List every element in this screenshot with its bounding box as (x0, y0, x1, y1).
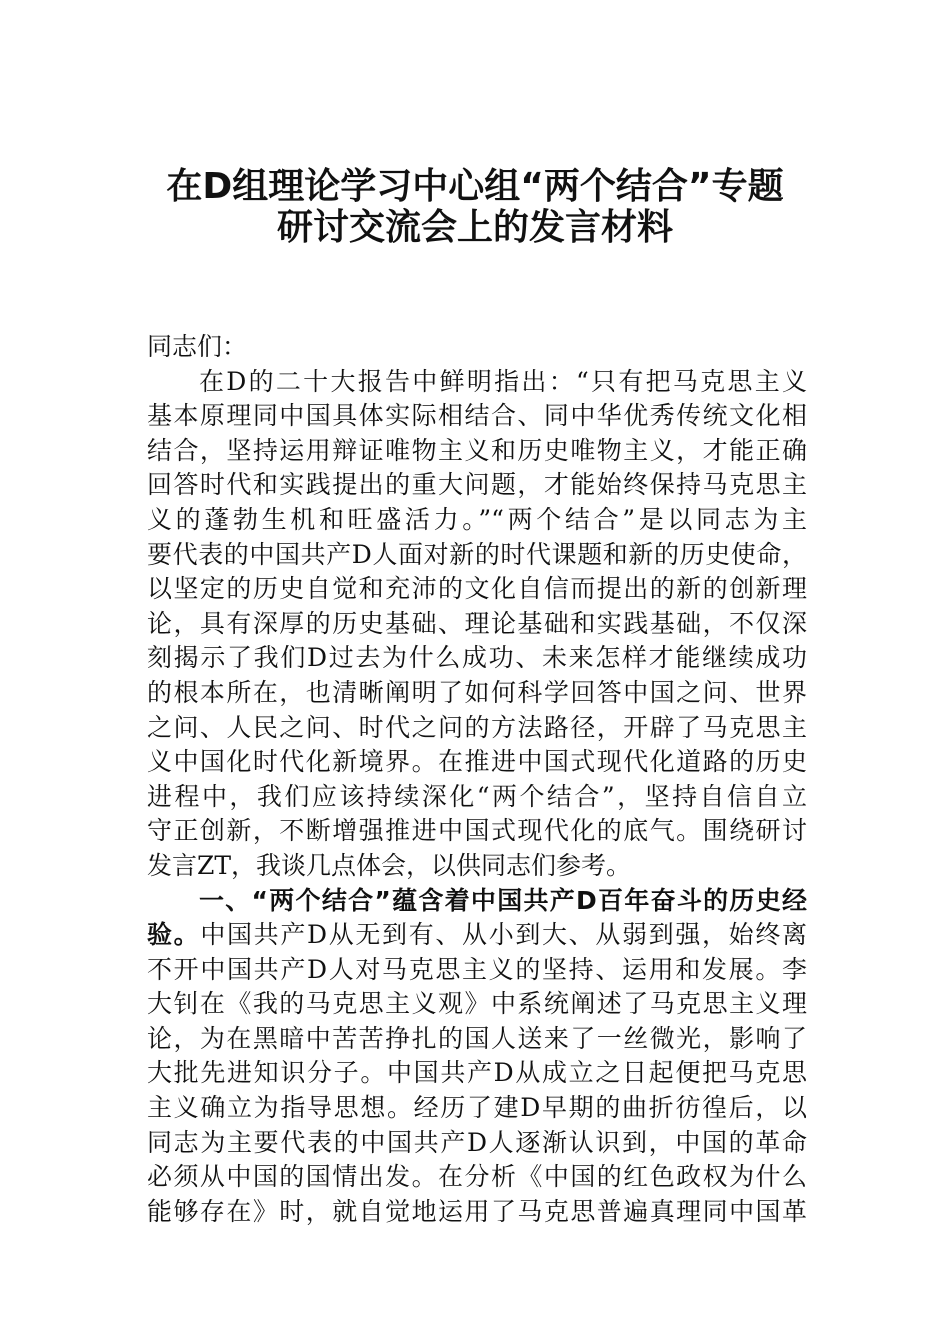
document-body (147, 330, 807, 1229)
paragraph-line: 发言ZT，我谈几点体会，以供同志们参考。 (147, 850, 632, 880)
paragraph-line: 要代表的中国共产D人面对新的时代课题和新的历史使命， (147, 539, 807, 569)
section-heading-text: 一、“两个结合”蕴含着中国共产D百年奋斗的历史经 (199, 885, 807, 915)
section-paragraph-line: 不开中国共产D人对马克思主义的坚持、运用和发展。李 (147, 954, 807, 984)
section-paragraph-line: 大批先进知识分子。中国共产D从成立之日起便把马克思 (147, 1058, 807, 1088)
paragraph-line: 守正创新，不断增强推进中国式现代化的底气。围绕研讨 (147, 816, 807, 846)
document-title-line-2: 研讨交流会上的发言材料 (276, 207, 673, 248)
section-paragraph-line: 论，为在黑暗中苦苦挣扎的国人送来了一丝微光，影响了 (147, 1023, 807, 1053)
paragraph-line: 刻揭示了我们D过去为什么成功、未来怎样才能继续成功 (147, 643, 807, 673)
paragraph-line: 基本原理同中国具体实际相结合、同中华优秀传统文化相 (147, 401, 807, 431)
section-paragraph-line: 大钊在《我的马克思主义观》中系统阐述了马克思主义理 (147, 989, 807, 1019)
section-paragraph-text: 中国共产D从无到有、从小到大、从弱到强，始终离 (200, 920, 807, 950)
section-paragraph-line: 主义确立为指导思想。经历了建D早期的曲折彷徨后，以 (147, 1093, 807, 1123)
paragraph-line: 回答时代和实践提出的重大问题，才能始终保持马克思主 (147, 470, 807, 500)
section-paragraph-line: 能够存在》时，就自觉地运用了马克思普遍真理同中国革 (147, 1196, 807, 1226)
paragraph-line: 以坚定的历史自觉和充沛的文化自信而提出的新的创新理 (147, 574, 807, 604)
salutation: 同志们： (147, 332, 248, 361)
paragraph-line: 结合，坚持运用辩证唯物主义和历史唯物主义，才能正确 (147, 435, 807, 465)
section-paragraph-line (147, 918, 807, 953)
section-paragraph-line: 同志为主要代表的中国共产D人逐渐认识到，中国的革命 (147, 1127, 807, 1157)
paragraph-line: 的根本所在，也清晰阐明了如何科学回答中国之问、世界 (147, 677, 807, 707)
paragraph-line: 论，具有深厚的历史基础、理论基础和实践基础，不仅深 (147, 608, 807, 638)
paragraph-line: 在D的二十大报告中鲜明指出：“只有把马克思主义 (199, 366, 807, 396)
section-heading-end: 验。 (147, 920, 201, 950)
paragraph-line: 之问、人民之问、时代之问的方法路径，开辟了马克思主 (147, 712, 807, 742)
document-title-line-1: 在D组理论学习中心组“两个结合”专题 (166, 166, 784, 207)
paragraph-line: 义的蓬勃生机和旺盛活力。”“两个结合”是以同志为主 (147, 504, 807, 534)
section-paragraph-line: 必须从中国的国情出发。在分析《中国的红色政权为什么 (147, 1162, 807, 1192)
paragraph-line: 进程中，我们应该持续深化“两个结合”，坚持自信自立 (147, 781, 807, 811)
paragraph-line: 义中国化时代化新境界。在推进中国式现代化道路的历史 (147, 747, 807, 777)
section-heading-line (147, 884, 807, 919)
